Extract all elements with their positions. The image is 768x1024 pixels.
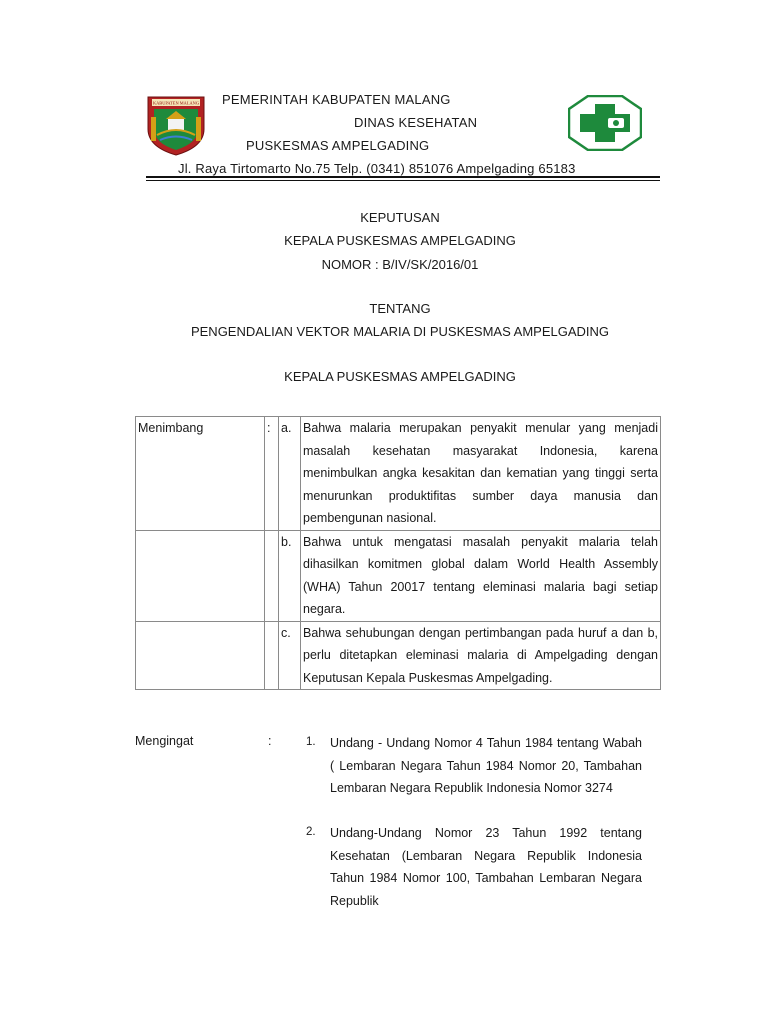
letterhead-rule-thick [146,176,660,178]
table-row [136,530,661,621]
header-government: PEMERINTAH KABUPATEN MALANG [222,92,451,107]
table-row [136,417,661,531]
puskesmas-logo [568,95,642,151]
signer-heading: KEPALA PUSKESMAS AMPELGADING [284,369,516,384]
remembering-item-2: Undang-Undang Nomor 23 Tahun 1992 tentang Kesehatan (Lembaran Negara Republik Indonesia Tahun 1984 Nomor 100, Tambahan Lembaran Negara Republik [330,826,642,908]
header-institution: PUSKESMAS AMPELGADING [246,138,430,153]
empty-cell [265,621,279,690]
header-address: Jl. Raya Tirtomarto No.75 Telp. (0341) 851076 Ampelgading 65183 [178,161,576,176]
list-item-number: 2. [306,826,316,838]
item-letter: b. [279,530,301,621]
empty-cell [265,530,279,621]
item-letter: a. [279,417,301,531]
kabupaten-malang-logo [146,95,206,157]
considering-colon: : [265,417,279,531]
logo-banner-text: KABUPATEN MALANG [152,100,200,106]
decree-issuer: KEPALA PUSKESMAS AMPELGADING [284,233,516,248]
considering-item-c: Bahwa sehubungan dengan pertimbangan pada huruf a dan b, perlu ditetapkan eleminasi malaria di Ampelgading dengan Keputusan Kepala Puskesmas Ampelgading. [301,621,661,690]
empty-cell [136,530,265,621]
decree-subject: PENGENDALIAN VEKTOR MALARIA DI PUSKESMAS AMPELGADING [190,324,610,339]
empty-cell [136,621,265,690]
header-department: DINAS KESEHATAN [354,115,478,130]
decree-number: NOMOR : B/IV/SK/2016/01 [321,257,479,272]
decree-about-label: TENTANG [369,301,431,316]
table-row [136,621,661,690]
considering-table [135,416,661,690]
item-letter: c. [279,621,301,690]
remembering-label: Mengingat [135,734,194,748]
considering-label: Menimbang [136,417,265,531]
remembering-colon: : [268,734,272,748]
considering-item-a: Bahwa malaria merupakan penyakit menular yang menjadi masalah kesehatan masyarakat Indonesia, karena menimbulkan angka kesakitan dan kematian yang tinggi serta menurunkan produktifitas sumber daya manusia dan pembengunan nasional. [301,417,661,531]
considering-item-b: Bahwa untuk mengatasi masalah penyakit malaria telah dihasilkan komitmen global dalam World Health Assembly (WHA) Tahun 20017 tentang eleminasi malaria bagi setiap negara. [301,530,661,621]
remembering-item-1: Undang - Undang Nomor 4 Tahun 1984 tentang Wabah ( Lembaran Negara Tahun 1984 Nomor 20, Tambahan Lembaran Negara Republik Indonesia Nomor 3274 [330,736,642,795]
list-item-number: 1. [306,736,316,748]
decree-title: KEPUTUSAN [360,210,440,225]
letterhead-rule-thin [146,180,660,181]
